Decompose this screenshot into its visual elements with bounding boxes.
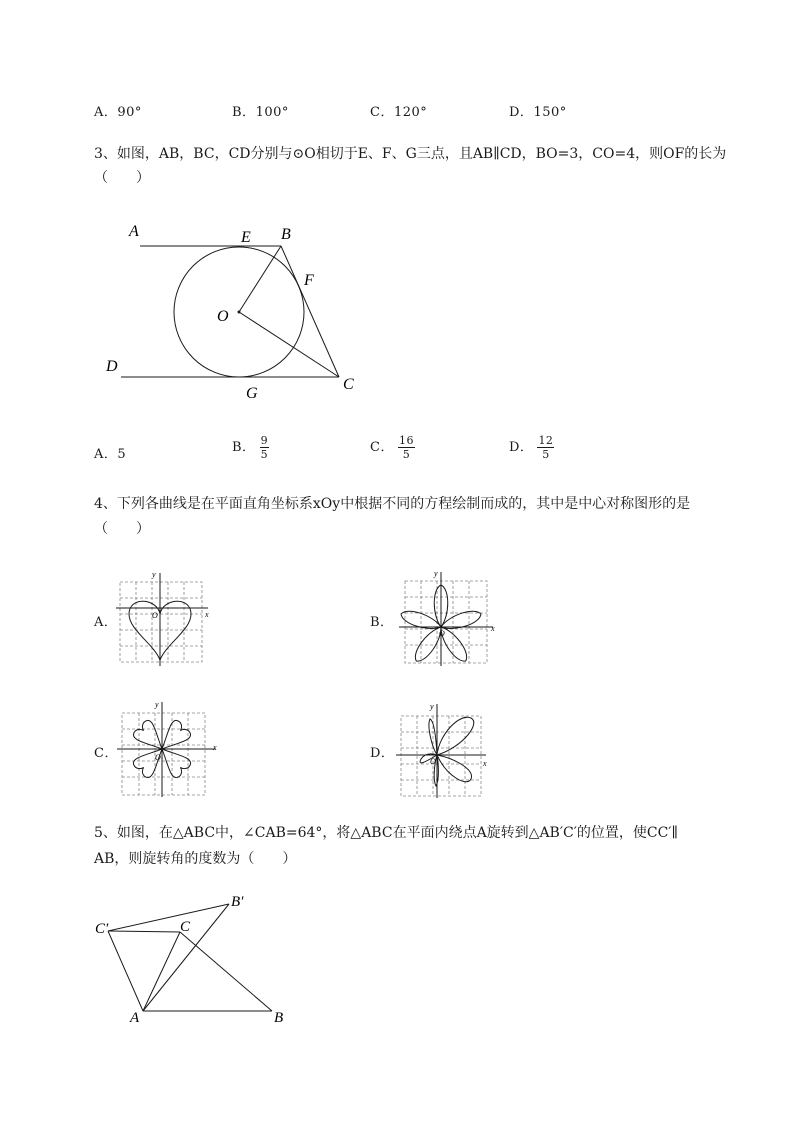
q4-stem-line1: 4、下列各曲线是在平面直角坐标系xOy中根据不同的方程绘制而成的，其中是中心对称图形的是 bbox=[94, 496, 691, 512]
q5-label-b: B bbox=[274, 1010, 284, 1026]
q4-graph-a-heart[interactable] bbox=[115, 568, 215, 668]
q3-option-b-fraction: $\frac{9}{5}$ bbox=[260, 434, 269, 461]
q4-option-a-letter[interactable]: A． bbox=[94, 615, 118, 630]
q5-label-b-prime: B′ bbox=[231, 894, 244, 910]
q3-label-f: F bbox=[304, 272, 314, 289]
q3-label-g: G bbox=[246, 385, 258, 402]
q5-stem-line2: AB，则旋转角的度数为（ ） bbox=[94, 851, 297, 867]
q4-graph-c-y-label: y bbox=[155, 700, 159, 709]
q4-graph-d-origin-label: O bbox=[430, 757, 436, 766]
q4-stem-line2: （ ） bbox=[94, 521, 150, 537]
q4-graph-c-origin-label: O bbox=[155, 753, 161, 762]
q5-label-c-prime: C′ bbox=[95, 921, 109, 937]
q4-graph-b-five-petal-flower[interactable] bbox=[395, 568, 500, 668]
q3-label-d: D bbox=[106, 358, 118, 375]
q3-label-a: A bbox=[129, 223, 139, 240]
q2-option-d[interactable]: D．150° bbox=[509, 105, 567, 120]
q4-graph-b-y-label: y bbox=[434, 569, 438, 578]
q3-option-b[interactable]: B． $\frac{9}{5}$ bbox=[232, 434, 269, 461]
q5-label-c: C bbox=[180, 919, 191, 935]
q4-option-b-letter[interactable]: B． bbox=[370, 615, 394, 630]
q3-option-a[interactable]: A．5 bbox=[94, 447, 127, 462]
q3-label-e: E bbox=[241, 229, 251, 246]
q5-label-a: A bbox=[130, 1010, 140, 1026]
q2-option-b[interactable]: B．100° bbox=[232, 105, 289, 120]
q3-option-d[interactable]: D． $\frac{12}{5}$ bbox=[509, 434, 554, 461]
q4-graph-a-x-label: x bbox=[205, 610, 209, 619]
q4-option-c-letter[interactable]: C． bbox=[94, 746, 118, 761]
q4-graph-c-x-label: x bbox=[213, 743, 217, 752]
q3-label-b: B bbox=[281, 226, 291, 243]
q4-graph-d-y-label: y bbox=[430, 702, 434, 711]
q4-option-d-letter[interactable]: D． bbox=[370, 746, 395, 761]
q2-option-a[interactable]: A．90° bbox=[94, 105, 142, 120]
q3-option-c[interactable]: C． $\frac{16}{5}$ bbox=[370, 434, 414, 461]
q3-figure-circle-tangents bbox=[100, 220, 370, 405]
q4-graph-a-origin-label: O bbox=[152, 611, 158, 620]
q5-figure-rotation bbox=[90, 888, 300, 1028]
q4-graph-d-two-large-petals[interactable] bbox=[393, 698, 493, 800]
q3-stem-line2: （ ） bbox=[94, 170, 150, 186]
q3-option-c-fraction: $\frac{16}{5}$ bbox=[398, 434, 414, 461]
q4-graph-b-origin-label: O bbox=[439, 629, 445, 638]
q4-graph-a-y-label: y bbox=[152, 570, 156, 579]
q5-stem-line1: 5、如图，在△ABC中，∠CAB=64°，将△ABC在平面内绕点A旋转到△AB′C′的位置，使CC′∥ bbox=[94, 825, 678, 841]
q4-graph-c-four-heart-clover[interactable] bbox=[115, 698, 225, 798]
q3-label-c: C bbox=[343, 376, 354, 393]
q3-stem-line1: 3、如图，AB，BC，CD分别与⊙O相切于E、F、G三点，且AB∥CD，BO=3，CO=4，则OF的长为 bbox=[94, 146, 727, 162]
q4-graph-d-x-label: x bbox=[483, 759, 487, 768]
q4-graph-b-x-label: x bbox=[491, 624, 495, 633]
q3-label-o: O bbox=[217, 308, 229, 325]
q2-option-c[interactable]: C．120° bbox=[370, 105, 428, 120]
q3-option-d-fraction: $\frac{12}{5}$ bbox=[538, 434, 554, 461]
